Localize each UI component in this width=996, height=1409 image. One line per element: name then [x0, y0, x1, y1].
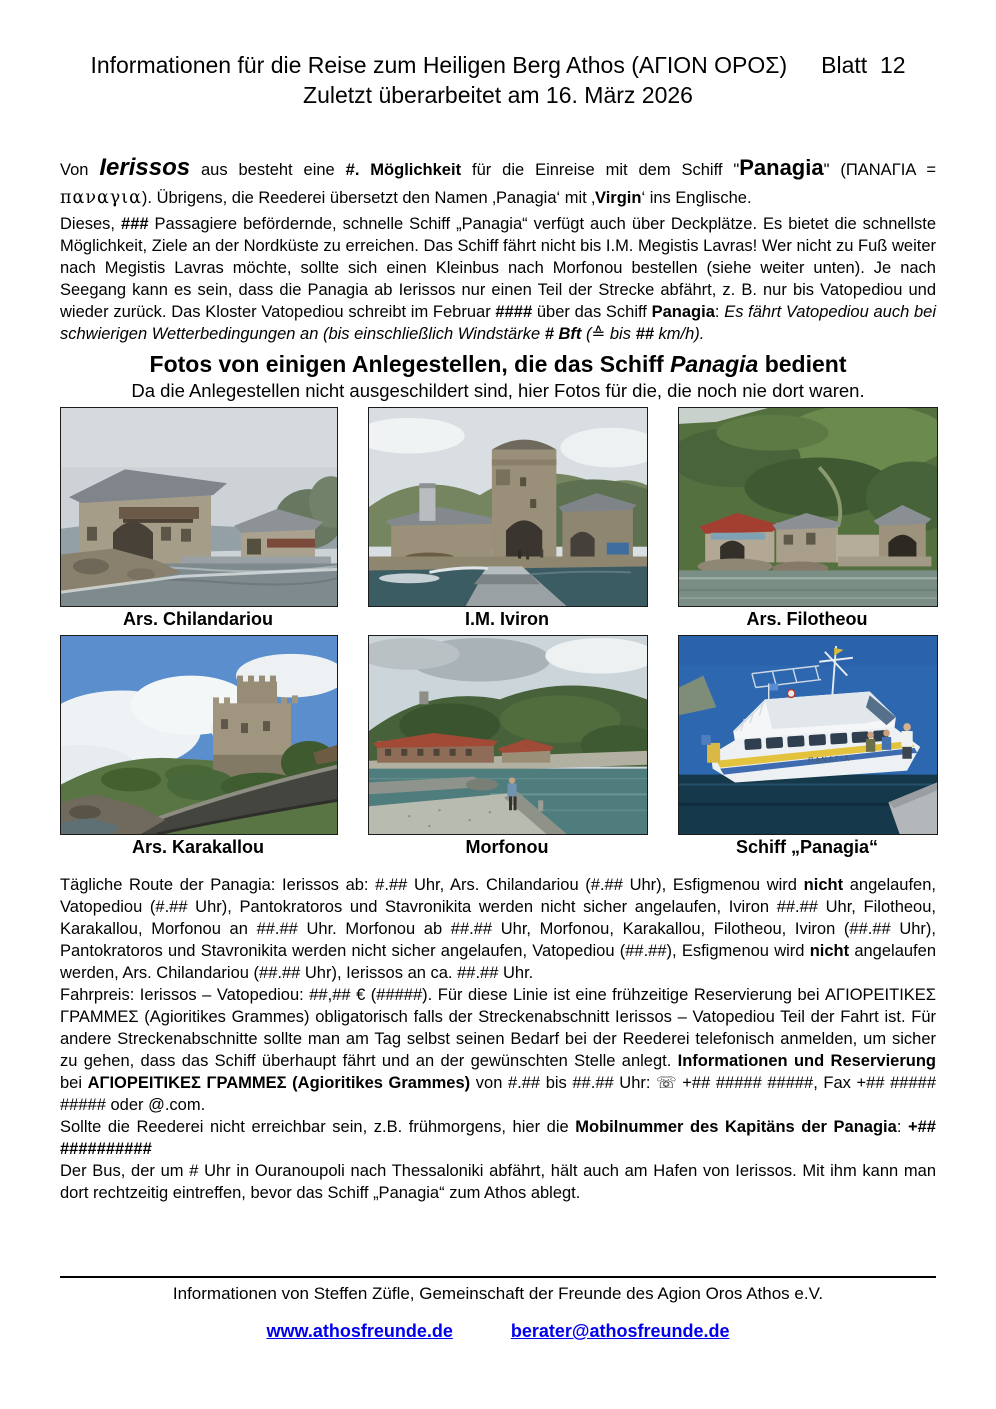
phone-fax-contact-text: von #.## bis ##.## Uhr: ☏ +## ##### #####, Fax +## ##### ##### oder @.com.	[60, 1073, 937, 1114]
text-segment: bei	[60, 1073, 88, 1092]
email-link[interactable]: berater@athosfreunde.de	[510, 1321, 730, 1341]
schiff-panagia-photo	[678, 635, 938, 835]
text-segment-bold: nicht	[809, 942, 850, 961]
route-paragraph	[60, 875, 936, 985]
quote-segment-bold: # Bft	[544, 324, 582, 343]
text-segment: Von	[60, 160, 100, 179]
text-segment-bold: Panagia	[651, 302, 715, 321]
text-segment: aus besteht eine	[190, 160, 346, 179]
text-segment-bold: Virgin	[595, 188, 642, 207]
text-segment: Dieses,	[60, 214, 122, 233]
ars-filotheou-photo	[678, 407, 938, 607]
text-segment: angelaufen werden, Ars. Chilandariou (##.## Uhr), Ierissos an ca. ##.## Uhr.	[60, 942, 936, 983]
quote-segment: Es fährt Vatopediou auch bei schwierigen Wetterbedingungen an (bis einschließlich Windstärke	[60, 302, 936, 343]
photo-caption: Ars. Karakallou	[131, 837, 265, 858]
photos-section-heading	[60, 350, 936, 380]
heading-panagia-italic: Panagia	[670, 350, 759, 377]
price-paragraph	[60, 985, 936, 1117]
photo-figure-morfonou	[368, 635, 646, 859]
panagia-emphasis: Panagia	[739, 154, 824, 180]
text-segment-bold: Mobilnummer des Kapitäns der Panagia	[575, 1117, 897, 1136]
text-segment: ‘ ins Englische.	[641, 188, 752, 207]
sheet-number: Blatt 12	[821, 52, 906, 78]
header-line-1	[60, 50, 936, 80]
im-iviron-photo	[368, 407, 648, 607]
greek-word: παναγια	[60, 187, 142, 208]
text-segment-bold: ΑΓΙΟΡΕΙΤΙΚΕΣ ΓΡΑΜΜΕΣ (Agioritikes Grammes)	[87, 1073, 471, 1092]
photo-caption: Schiff „Panagia“	[735, 837, 879, 858]
photo-caption: Ars. Chilandariou	[122, 609, 274, 630]
photo-caption: Morfonou	[465, 837, 549, 858]
text-segment-bold: #. Möglichkeit	[345, 160, 462, 179]
revision-date: Zuletzt überarbeitet am 16. März 2026	[303, 82, 693, 109]
photos-subtitle: Da die Anlegestellen nicht ausgeschildert sind, hier Fotos für die, die noch nie dort waren.	[131, 380, 865, 402]
photo-figure-filotheou	[678, 407, 936, 631]
page-header	[60, 0, 936, 111]
text-segment: Passagiere befördernde, schnelle Schiff „Panagia“ verfügt auch über Deckplätze. Es bietet die schnellste Möglichkeit, Ziele an der Nordküste zu erreichen. Das Schiff fährt nicht bis I.M. Megistis Lavras! Wer nicht zu Fuß weiter nach Megistis Lavras möchte, sollte sich einen Kleinbus nach Morfonou bestellen (siehe weiter unten). Je nach Seegang kann es sein, dass die Panagia ab Ierissos nur einen Teil der Strecke abfährt, z. B. nur bis Vatopediou und wieder zurück. Das Kloster Vatopediou schreibt im Februar	[60, 214, 936, 321]
text-segment-bold: nicht	[803, 876, 844, 895]
captain-mobile-number: +## ##########	[60, 1117, 936, 1158]
text-segment: :	[896, 1117, 908, 1136]
photo-row-1	[60, 407, 936, 631]
text-segment: ). Übrigens, die Reederei übersetzt den Namen ‚Panagia‘ mit ‚	[141, 188, 595, 207]
photo-figure-iviron	[368, 407, 646, 631]
photo-caption: I.M. Iviron	[464, 609, 549, 630]
bus-paragraph: Der Bus, der um # Uhr in Ouranoupoli nach Thessaloniki abfährt, hält auch am Hafen von Ierissos. Mit ihm kann man dort rechtzeitig eintreffen, bevor das Schiff „Panagia“ zum Athos ablegt.	[60, 1161, 936, 1202]
text-segment: " (ΠΑΝΑΓΙΑ =	[823, 160, 936, 179]
text-segment: über das Schiff	[532, 302, 652, 321]
photo-figure-panagia-ship	[678, 635, 936, 859]
intro-paragraph	[60, 151, 936, 211]
photo-caption: Ars. Filotheou	[746, 609, 868, 630]
morfonou-photo	[368, 635, 648, 835]
text-segment: angelaufen, Vatopediou (#.## Uhr), Pantokratoros und Stavronikita werden nicht sicher angelaufen, Iviron ##.## Uhr, Filotheou, Karakallou, Morfonou an ##.## Uhr. Morfonou ab ##.## Uhr, Morfonou, Karakallou, Filotheou, Iviron (##.## Uhr), Pantokratoros und Stavronikita werden nicht sicher angelaufen, Vatopediou (##.##), Esfigmenou wird	[60, 876, 936, 961]
quote-segment-bold: ##	[635, 324, 654, 343]
ars-chilandariou-photo	[60, 407, 338, 607]
photo-figure-karakallou	[60, 635, 336, 859]
text-segment: :	[714, 302, 725, 321]
document-title: Informationen für die Reise zum Heiligen Berg Athos (ΑΓΙΟΝ ΟΡΟΣ)	[90, 52, 788, 78]
page-footer	[60, 1276, 936, 1342]
boat-hull-name-text: ΠΑΝΑΓΙΑ	[807, 753, 851, 766]
footer-credit: Informationen von Steffen Züfle, Gemeinschaft der Freunde des Agion Oros Athos e.V.	[172, 1284, 824, 1303]
text-segment: Tägliche Route der Panagia: Ierissos ab: #.## Uhr, Ars. Chilandariou (#.## Uhr), Esfigmenou wird	[60, 876, 804, 895]
heading-segment: Fotos von einigen Anlegestellen, die das Schiff	[149, 350, 671, 377]
text-segment-bold: ###	[121, 214, 149, 233]
text-segment: für die Einreise mit dem Schiff "	[461, 160, 740, 179]
quote-segment: (≙ bis	[581, 324, 636, 343]
text-segment: Fahrpreis: Ierissos – Vatopediou: ##,## € (#####). Für diese Linie ist eine frühzeitige Reservierung bei ΑΓΙΟΡΕΙΤΙΚΕΣ ΓΡΑΜΜΕΣ (Agioritikes Grammes) obligatorisch falls der Streckenabschnitt Ierissos – Vatopediou Teil der Fahrt ist. Für andere Streckenabschnitte sollte man am Tag selbst seinen Bedarf bei der Reederei telefonisch anmelden, um sicher zu gehen, dass das Schiff überhaupt fährt und an der gewünschten Stelle anlegt.	[60, 986, 936, 1070]
text-segment-bold: Informationen und Reservierung	[677, 1051, 936, 1070]
mobile-number-paragraph	[60, 1117, 936, 1161]
heading-segment: bedient	[758, 350, 847, 377]
website-link[interactable]: www.athosfreunde.de	[266, 1321, 453, 1341]
text-segment: Sollte die Reederei nicht erreichbar sein, z.B. frühmorgens, hier die	[60, 1117, 576, 1136]
photo-row-2	[60, 635, 936, 859]
photo-figure-chilandariou	[60, 407, 336, 631]
ars-karakallou-photo	[60, 635, 338, 835]
text-segment-bold: ####	[495, 302, 533, 321]
quote-segment: km/h).	[653, 324, 705, 343]
ierissos-emphasis: Ierissos	[99, 153, 191, 181]
footer-links	[60, 1321, 936, 1342]
ship-paragraph	[60, 214, 936, 346]
